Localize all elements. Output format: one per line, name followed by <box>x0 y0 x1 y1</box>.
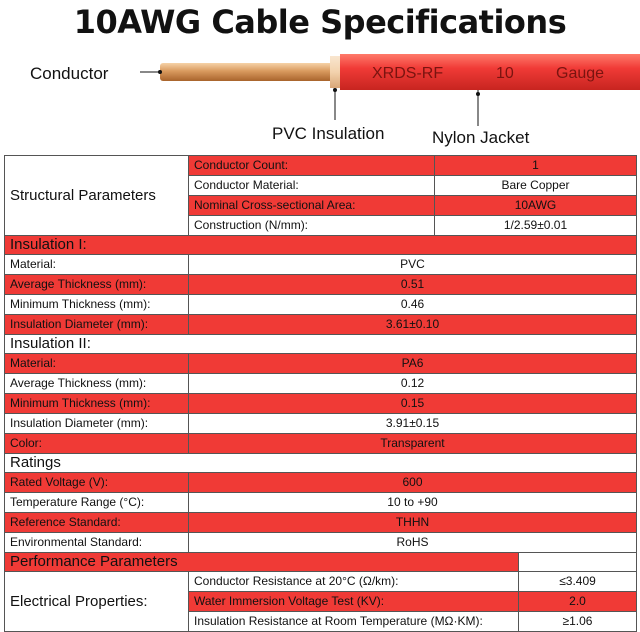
insulation1-heading: Insulation I: <box>5 236 637 255</box>
structural-heading: Structural Parameters <box>5 156 189 236</box>
insulation1-value: 3.61±0.10 <box>189 315 637 335</box>
section-header-insulation-2 <box>5 335 637 354</box>
ratings-row <box>5 473 637 493</box>
ratings-heading: Ratings <box>5 454 637 473</box>
structural-value: 1/2.59±0.01 <box>435 216 637 236</box>
jacket-print-brand: XRDS-RF <box>372 65 444 82</box>
performance-label: Conductor Resistance at 20°C (Ω/km): <box>189 572 519 592</box>
section-header-performance <box>5 553 637 572</box>
performance-heading-spacer <box>519 553 637 572</box>
structural-label: Conductor Count: <box>189 156 435 176</box>
ratings-label: Environmental Standard: <box>5 533 189 553</box>
section-header-ratings <box>5 454 637 473</box>
ratings-label: Temperature Range (°C): <box>5 493 189 513</box>
performance-group-label: Electrical Properties: <box>5 572 189 632</box>
performance-value: ≤3.409 <box>519 572 637 592</box>
structural-label: Construction (N/mm): <box>189 216 435 236</box>
ratings-value: 10 to +90 <box>189 493 637 513</box>
ratings-value: THHN <box>189 513 637 533</box>
structural-row <box>5 156 637 176</box>
insulation2-row <box>5 354 637 374</box>
insulation1-value: PVC <box>189 255 637 275</box>
insulation2-label: Minimum Thickness (mm): <box>5 394 189 414</box>
insulation2-row <box>5 374 637 394</box>
insulation2-label: Material: <box>5 354 189 374</box>
nylon-jacket-label: Nylon Jacket <box>432 128 530 147</box>
page-title: 10AWG Cable Specifications <box>73 3 567 41</box>
jacket-print-size: 10 <box>496 65 514 82</box>
cable-diagram <box>0 48 640 156</box>
insulation1-label: Average Thickness (mm): <box>5 275 189 295</box>
conductor-wire <box>160 63 335 81</box>
performance-value: ≥1.06 <box>519 612 637 632</box>
structural-label: Nominal Cross-sectional Area: <box>189 196 435 216</box>
spec-table <box>4 155 637 632</box>
insulation2-label: Average Thickness (mm): <box>5 374 189 394</box>
ratings-row <box>5 533 637 553</box>
performance-heading: Performance Parameters <box>5 553 519 572</box>
performance-label: Water Immersion Voltage Test (KV): <box>189 592 519 612</box>
insulation1-value: 0.51 <box>189 275 637 295</box>
insulation1-label: Minimum Thickness (mm): <box>5 295 189 315</box>
insulation2-value: 0.15 <box>189 394 637 414</box>
insulation2-label: Insulation Diameter (mm): <box>5 414 189 434</box>
performance-value: 2.0 <box>519 592 637 612</box>
insulation1-label: Insulation Diameter (mm): <box>5 315 189 335</box>
section-header-insulation-1 <box>5 236 637 255</box>
insulation1-row <box>5 315 637 335</box>
insulation1-row <box>5 275 637 295</box>
insulation1-row <box>5 295 637 315</box>
insulation2-value: Transparent <box>189 434 637 454</box>
pvc-insulation-label: PVC Insulation <box>272 124 385 143</box>
insulation1-value: 0.46 <box>189 295 637 315</box>
insulation2-row <box>5 394 637 414</box>
insulation2-value: 0.12 <box>189 374 637 394</box>
ratings-value: RoHS <box>189 533 637 553</box>
ratings-value: 600 <box>189 473 637 493</box>
structural-value: 10AWG <box>435 196 637 216</box>
insulation2-row <box>5 414 637 434</box>
structural-label: Conductor Material: <box>189 176 435 196</box>
ratings-row <box>5 513 637 533</box>
performance-label: Insulation Resistance at Room Temperature (MΩ·KM): <box>189 612 519 632</box>
insulation1-row <box>5 255 637 275</box>
performance-row <box>5 572 637 592</box>
ratings-row <box>5 493 637 513</box>
insulation2-heading: Insulation II: <box>5 335 637 354</box>
conductor-label: Conductor <box>30 64 109 83</box>
structural-value: 1 <box>435 156 637 176</box>
jacket-print-unit: Gauge <box>556 65 605 82</box>
structural-value: Bare Copper <box>435 176 637 196</box>
ratings-label: Rated Voltage (V): <box>5 473 189 493</box>
ratings-label: Reference Standard: <box>5 513 189 533</box>
insulation1-label: Material: <box>5 255 189 275</box>
insulation2-label: Color: <box>5 434 189 454</box>
insulation2-row <box>5 434 637 454</box>
insulation2-value: PA6 <box>189 354 637 374</box>
insulation2-value: 3.91±0.15 <box>189 414 637 434</box>
